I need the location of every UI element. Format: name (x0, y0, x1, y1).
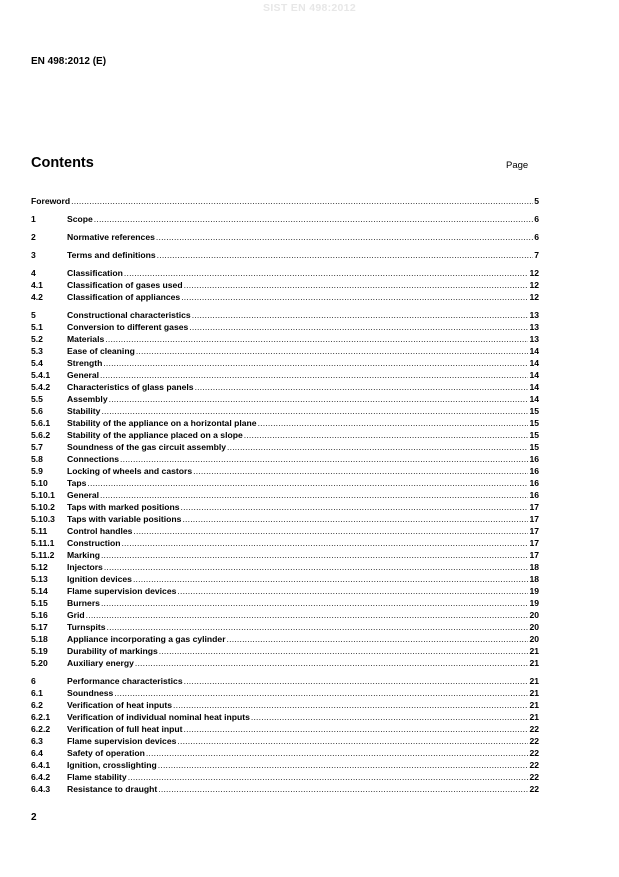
toc-entry-page: 14 (529, 346, 539, 356)
toc-entry-title: Verification of full heat input (67, 724, 183, 734)
toc-entry[interactable] (31, 549, 539, 561)
toc-entry-page: 16 (529, 478, 539, 488)
toc-entry[interactable] (31, 633, 539, 645)
toc-entry[interactable] (31, 675, 539, 687)
toc-dot-leader (244, 430, 529, 441)
toc-entry-number: 5.13 (31, 574, 48, 584)
toc-entry-page: 14 (529, 394, 539, 404)
toc-entry-page: 15 (529, 442, 539, 452)
toc-dot-leader (195, 382, 529, 393)
toc-entry-title: Auxiliary energy (67, 658, 134, 668)
toc-entry[interactable] (31, 357, 539, 369)
toc-entry-page: 5 (534, 196, 539, 206)
toc-entry-page: 12 (529, 280, 539, 290)
toc-entry-title: Stability of the appliance on a horizontal plane (67, 418, 257, 428)
toc-entry-page: 20 (529, 610, 539, 620)
toc-dot-leader (159, 646, 529, 657)
toc-entry-number: 6 (31, 676, 36, 686)
toc-entry-number: 6.4.1 (31, 760, 51, 770)
toc-entry-page: 15 (529, 418, 539, 428)
toc-entry-page: 17 (529, 526, 539, 536)
toc-entry-title: Safety of operation (67, 748, 145, 758)
toc-entry[interactable] (31, 621, 539, 633)
toc-entry-number: 5.4 (31, 358, 43, 368)
toc-dot-leader (101, 406, 528, 417)
toc-entry[interactable] (31, 783, 539, 795)
toc-dot-leader (124, 268, 529, 279)
toc-entry-title: Marking (67, 550, 100, 560)
toc-dot-leader (184, 676, 529, 687)
toc-entry-title: Construction (67, 538, 121, 548)
toc-entry[interactable] (31, 333, 539, 345)
toc-entry-number: 6.2 (31, 700, 43, 710)
toc-dot-leader (156, 232, 533, 243)
toc-entry-number: 6.4.3 (31, 784, 51, 794)
toc-entry-page: 12 (529, 268, 539, 278)
toc-entry-page: 16 (529, 454, 539, 464)
toc-entry-number: 5.4.2 (31, 382, 51, 392)
contents-title: Contents (31, 155, 94, 171)
toc-dot-leader (193, 466, 528, 477)
toc-entry-page: 12 (529, 292, 539, 302)
toc-entry[interactable] (31, 249, 539, 261)
toc-entry-title: Taps with variable positions (67, 514, 182, 524)
toc-entry-number: 4 (31, 268, 36, 278)
toc-entry-title: Conversion to different gases (67, 322, 189, 332)
toc-entry-number: 3 (31, 250, 36, 260)
toc-entry-number: 6.2.2 (31, 724, 51, 734)
toc-entry[interactable] (31, 381, 539, 393)
toc-entry[interactable] (31, 537, 539, 549)
toc-entry-number: 6.4.2 (31, 772, 51, 782)
toc-entry-page: 22 (529, 772, 539, 782)
toc-entry-number: 5.6 (31, 406, 43, 416)
toc-entry[interactable] (31, 477, 539, 489)
toc-dot-leader (192, 310, 529, 321)
toc-entry-page: 16 (529, 490, 539, 500)
toc-entry-page: 13 (529, 322, 539, 332)
toc-entry[interactable] (31, 195, 539, 207)
toc-entry-number: 5.10 (31, 478, 48, 488)
toc-entry-page: 20 (529, 622, 539, 632)
toc-entry-title: Stability (67, 406, 101, 416)
toc-entry-number: 5.11.1 (31, 538, 55, 548)
toc-entry-title: Soundness (67, 688, 114, 698)
toc-dot-leader (184, 724, 529, 735)
toc-dot-leader (103, 358, 528, 369)
toc-entry[interactable] (31, 657, 539, 669)
toc-entry[interactable] (31, 597, 539, 609)
toc-dot-leader (104, 562, 529, 573)
toc-dot-leader (227, 634, 529, 645)
toc-dot-leader (86, 610, 529, 621)
toc-entry-number: 5.10.2 (31, 502, 55, 512)
toc-entry[interactable] (31, 645, 539, 657)
toc-entry-title: Strength (67, 358, 103, 368)
toc-entry-number: 5.6.2 (31, 430, 51, 440)
toc-dot-leader (251, 712, 529, 723)
toc-entry[interactable] (31, 573, 539, 585)
toc-entry[interactable] (31, 345, 539, 357)
toc-entry-page: 19 (529, 586, 539, 596)
toc-dot-leader (128, 772, 529, 783)
toc-dot-leader (181, 292, 528, 303)
toc-entry-page: 13 (529, 334, 539, 344)
toc-dot-leader (107, 622, 529, 633)
toc-entry-title: Terms and definitions (67, 250, 156, 260)
page-column-label: Page (506, 160, 529, 171)
toc-entry-number: 5.7 (31, 442, 43, 452)
toc-entry-title: Verification of heat inputs (67, 700, 173, 710)
toc-dot-leader (184, 280, 529, 291)
toc-entry-page: 22 (529, 736, 539, 746)
toc-entry-page: 22 (529, 748, 539, 758)
toc-entry-number: 5.19 (31, 646, 48, 656)
toc-entry-title: General (67, 490, 100, 500)
toc-dot-leader (101, 598, 528, 609)
toc-entry-title: Classification of gases used (67, 280, 183, 290)
toc-entry[interactable] (31, 429, 539, 441)
toc-entry-title: Flame supervision devices (67, 736, 177, 746)
toc-entry-title: Stability of the appliance placed on a slope (67, 430, 243, 440)
toc-entry-number: 5.11 (31, 526, 48, 536)
toc-entry-title: Grid (67, 610, 85, 620)
toc-entry[interactable] (31, 213, 539, 225)
page-number: 2 (31, 812, 37, 823)
toc-entry-page: 7 (534, 250, 539, 260)
toc-dot-leader (136, 346, 529, 357)
toc-entry-title: Verification of individual nominal heat inputs (67, 712, 250, 722)
toc-entry-number: 5.10.1 (31, 490, 55, 500)
toc-entry-number: 5.20 (31, 658, 48, 668)
toc-entry[interactable] (31, 279, 539, 291)
toc-dot-leader (109, 394, 529, 405)
toc-entry-title: Classification (67, 268, 123, 278)
toc-entry-page: 15 (529, 406, 539, 416)
toc-entry-title: Injectors (67, 562, 103, 572)
toc-entry-number: 5.3 (31, 346, 43, 356)
toc-entry-title: Normative references (67, 232, 155, 242)
toc-entry[interactable] (31, 585, 539, 597)
toc-entry-number: 5.1 (31, 322, 43, 332)
toc-entry-page: 17 (529, 514, 539, 524)
toc-entry-number: 5.12 (31, 562, 48, 572)
toc-entry-title: Materials (67, 334, 105, 344)
toc-entry[interactable] (31, 723, 539, 735)
toc-entry-page: 18 (529, 562, 539, 572)
toc-entry[interactable] (31, 453, 539, 465)
toc-dot-leader (100, 490, 528, 501)
toc-entry[interactable] (31, 759, 539, 771)
toc-entry-title: General (67, 370, 100, 380)
toc-entry-number: 4.1 (31, 280, 43, 290)
toc-entry-title: Durability of markings (67, 646, 158, 656)
toc-entry-title: Soundness of the gas circuit assembly (67, 442, 227, 452)
toc-entry-number: 6.1 (31, 688, 43, 698)
toc-entry[interactable] (31, 309, 539, 321)
toc-entry-number: 5.11.2 (31, 550, 55, 560)
toc-entry-number: 5.14 (31, 586, 48, 596)
toc-dot-leader (114, 688, 528, 699)
toc-entry[interactable] (31, 417, 539, 429)
toc-entry[interactable] (31, 321, 539, 333)
toc-entry[interactable] (31, 267, 539, 279)
toc-entry-page: 14 (529, 382, 539, 392)
toc-entry-title: Constructional characteristics (67, 310, 191, 320)
toc-entry-title: Control handles (67, 526, 133, 536)
toc-dot-leader (87, 478, 528, 489)
table-of-contents (31, 195, 539, 795)
toc-entry-title: Ignition devices (67, 574, 132, 584)
toc-entry-page: 17 (529, 502, 539, 512)
toc-entry-number: 6.4 (31, 748, 43, 758)
toc-dot-leader (227, 442, 528, 453)
toc-entry-number: 1 (31, 214, 36, 224)
toc-dot-leader (121, 538, 528, 549)
toc-entry[interactable] (31, 735, 539, 747)
toc-entry-page: 22 (529, 760, 539, 770)
toc-dot-leader (177, 586, 528, 597)
toc-entry[interactable] (31, 441, 539, 453)
toc-entry-title: Flame stability (67, 772, 127, 782)
toc-entry-page: 21 (529, 712, 539, 722)
toc-entry[interactable] (31, 393, 539, 405)
toc-dot-leader (181, 502, 529, 513)
toc-dot-leader (71, 196, 533, 207)
toc-entry-page: 19 (529, 598, 539, 608)
toc-entry-page: 13 (529, 310, 539, 320)
toc-entry-number: 2 (31, 232, 36, 242)
toc-entry-title: Characteristics of glass panels (67, 382, 194, 392)
toc-entry-title: Foreword (31, 196, 71, 206)
toc-entry[interactable] (31, 771, 539, 783)
toc-entry[interactable] (31, 405, 539, 417)
toc-entry-title: Performance characteristics (67, 676, 183, 686)
toc-entry-title: Scope (67, 214, 93, 224)
toc-entry-number: 5.2 (31, 334, 43, 344)
toc-entry-title: Taps with marked positions (67, 502, 180, 512)
toc-dot-leader (100, 370, 528, 381)
toc-entry-title: Classification of appliances (67, 292, 181, 302)
toc-entry[interactable] (31, 369, 539, 381)
toc-entry-title: Burners (67, 598, 100, 608)
toc-entry[interactable] (31, 513, 539, 525)
toc-entry-title: Appliance incorporating a gas cylinder (67, 634, 226, 644)
toc-entry[interactable] (31, 561, 539, 573)
toc-entry-number: 5.5 (31, 394, 43, 404)
toc-entry-number: 5.17 (31, 622, 48, 632)
toc-entry[interactable] (31, 291, 539, 303)
toc-entry-number: 6.2.1 (31, 712, 51, 722)
toc-entry-page: 21 (529, 646, 539, 656)
toc-entry[interactable] (31, 711, 539, 723)
toc-entry-page: 6 (534, 232, 539, 242)
toc-dot-leader (158, 760, 529, 771)
toc-dot-leader (173, 700, 528, 711)
toc-entry-number: 5.15 (31, 598, 48, 608)
toc-entry-page: 22 (529, 724, 539, 734)
toc-dot-leader (182, 514, 528, 525)
toc-entry-number: 5.4.1 (31, 370, 51, 380)
toc-entry-page: 16 (529, 466, 539, 476)
toc-entry[interactable] (31, 687, 539, 699)
toc-entry-title: Flame supervision devices (67, 586, 177, 596)
toc-entry[interactable] (31, 465, 539, 477)
toc-entry-number: 5 (31, 310, 36, 320)
toc-dot-leader (94, 214, 533, 225)
toc-entry-page: 18 (529, 574, 539, 584)
toc-entry[interactable] (31, 489, 539, 501)
toc-entry-title: Connections (67, 454, 120, 464)
toc-entry-number: 5.6.1 (31, 418, 51, 428)
toc-entry-title: Resistance to draught (67, 784, 158, 794)
toc-dot-leader (157, 250, 534, 261)
document-id: EN 498:2012 (E) (31, 56, 107, 67)
toc-entry-title: Ease of cleaning (67, 346, 135, 356)
toc-entry[interactable] (31, 501, 539, 513)
toc-entry[interactable] (31, 231, 539, 243)
toc-dot-leader (133, 526, 528, 537)
toc-entry-page: 17 (529, 550, 539, 560)
toc-entry-page: 17 (529, 538, 539, 548)
toc-entry[interactable] (31, 747, 539, 759)
toc-entry-page: 21 (529, 658, 539, 668)
toc-dot-leader (158, 784, 528, 795)
toc-dot-leader (133, 574, 528, 585)
toc-entry-number: 5.18 (31, 634, 48, 644)
toc-entry-number: 5.16 (31, 610, 48, 620)
toc-entry-page: 22 (529, 784, 539, 794)
toc-entry-page: 21 (529, 676, 539, 686)
toc-entry-title: Taps (67, 478, 87, 488)
toc-entry-number: 5.9 (31, 466, 43, 476)
toc-dot-leader (105, 334, 528, 345)
toc-entry-page: 14 (529, 370, 539, 380)
toc-entry[interactable] (31, 609, 539, 621)
toc-dot-leader (146, 748, 529, 759)
toc-dot-leader (120, 454, 528, 465)
toc-entry-title: Assembly (67, 394, 108, 404)
toc-entry-page: 20 (529, 634, 539, 644)
toc-entry-page: 6 (534, 214, 539, 224)
watermark: SIST EN 498:2012 (263, 2, 356, 14)
toc-dot-leader (101, 550, 528, 561)
toc-entry-page: 14 (529, 358, 539, 368)
toc-entry-page: 15 (529, 430, 539, 440)
toc-entry-page: 21 (529, 688, 539, 698)
toc-entry-number: 4.2 (31, 292, 43, 302)
toc-entry[interactable] (31, 699, 539, 711)
toc-entry-page: 21 (529, 700, 539, 710)
toc-entry-title: Locking of wheels and castors (67, 466, 193, 476)
toc-dot-leader (258, 418, 529, 429)
toc-dot-leader (135, 658, 529, 669)
toc-dot-leader (177, 736, 528, 747)
toc-entry-number: 5.10.3 (31, 514, 55, 524)
toc-entry-number: 6.3 (31, 736, 43, 746)
toc-entry-number: 5.8 (31, 454, 43, 464)
toc-dot-leader (189, 322, 528, 333)
toc-entry-title: Ignition, crosslighting (67, 760, 157, 770)
toc-entry[interactable] (31, 525, 539, 537)
toc-entry-title: Turnspits (67, 622, 106, 632)
